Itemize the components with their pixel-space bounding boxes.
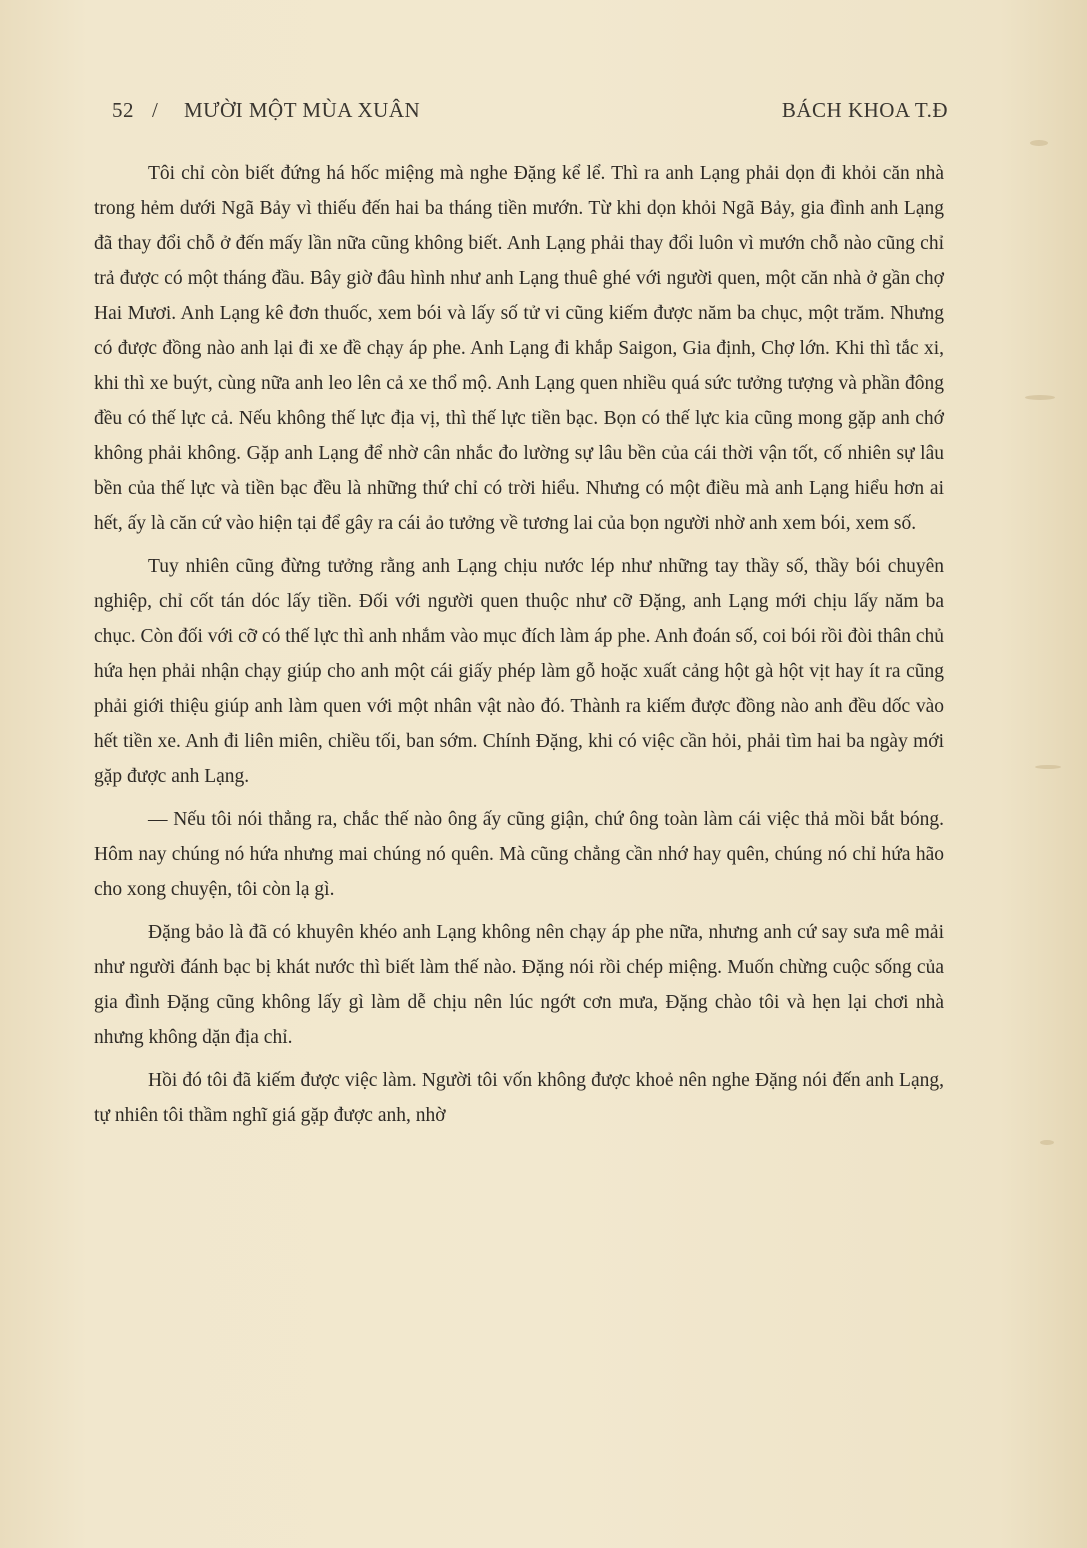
running-header bbox=[112, 98, 948, 130]
running-head: BÁCH KHOA T.Đ bbox=[781, 98, 948, 122]
header-separator: / bbox=[152, 98, 159, 122]
paragraph: Tôi chỉ còn biết đứng há hốc miệng mà nghe Đặng kể lể. Thì ra anh Lạng phải dọn đi khỏi căn nhà trong hẻm dưới Ngã Bảy vì thiếu đến hai ba tháng tiền mướn. Từ khi dọn khỏi Ngã Bảy, gia đình anh Lạng đã thay đổi chỗ ở đến mấy lần nữa cũng không biết. Anh Lạng phải thay đổi luôn vì mướn chỗ nào cũng chỉ trả được có một tháng đầu. Bây giờ đâu hình như anh Lạng thuê ghé với người quen, một căn nhà ở gần chợ Hai Mươi. Anh Lạng kê đơn thuốc, xem bói và lấy số tử vi cũng kiếm được năm ba chục, một trăm. Nhưng có được đồng nào anh lại đi xe đề chạy áp phe. Anh Lạng đi khắp Saigon, Gia định, Chợ lớn. Khi thì tắc xi, khi thì xe buýt, cùng nữa anh leo lên cả xe thổ mộ. Anh Lạng quen nhiều quá sức tưởng tượng và phần đông đều có thế lực cả. Nếu không thế lực địa vị, thì thế lực tiền bạc. Bọn có thế lực kia cũng mong gặp anh chớ không phải không. Gặp anh Lạng để nhờ cân nhắc đo lường sự lâu bền của cái thời vận tốt, cố nhiên sự lâu bền của thế lực và tiền bạc đều là những thứ chỉ có trời hiểu. Nhưng có một điều mà anh Lạng hiểu hơn ai hết, ấy là căn cứ vào hiện tại để gây ra cái ảo tưởng về tương lai của bọn người nhờ anh xem bói, xem số. bbox=[94, 163, 944, 534]
page-number: 52 bbox=[112, 98, 134, 122]
paper-spot bbox=[1030, 140, 1048, 146]
paragraph: Tuy nhiên cũng đừng tưởng rằng anh Lạng chịu nước lép như những tay thầy số, thầy bói chuyên nghiệp, chỉ cốt tán dóc lấy tiền. Đối với người quen thuộc như cỡ Đặng, anh Lạng mới chịu lấy năm ba chục. Còn đối với cỡ có thế lực thì anh nhắm vào mục đích làm áp phe. Anh đoán số, coi bói rồi đòi thân chủ hứa hẹn phải nhận chạy giúp cho anh một cái giấy phép làm gỗ hoặc xuất cảng hột gà hột vịt hay ít ra cũng phải giới thiệu giúp anh làm quen với một nhân vật nào đó. Thành ra kiếm được đồng nào anh đều dốc vào hết tiền xe. Anh đi liên miên, chiều tối, ban sớm. Chính Đặng, khi có việc cần hỏi, phải tìm hai ba ngày mới gặp được anh Lạng. bbox=[94, 556, 945, 787]
paragraph: Đặng bảo là đã có khuyên khéo anh Lạng không nên chạy áp phe nữa, nhưng anh cứ say sưa mê mải như người đánh bạc bị khát nước thì biết làm thế nào. Đặng nói rồi chép miệng. Muốn chừng cuộc sống của gia đình Đặng cũng không lấy gì làm dễ chịu nên lúc ngớt cơn mưa, Đặng chào tôi và hẹn lại chơi nhà nhưng không dặn địa chỉ. bbox=[94, 922, 944, 1048]
paper-spot bbox=[1040, 1140, 1054, 1145]
paper-spot bbox=[1035, 765, 1061, 769]
paragraph: — Nếu tôi nói thẳng ra, chắc thế nào ông ấy cũng giận, chứ ông toàn làm cái việc thả mồi bắt bóng. Hôm nay chúng nó hứa nhưng mai chúng nó quên. Mà cũng chẳng cần nhớ hay quên, chúng nó chỉ hứa hão cho xong chuyện, tôi còn lạ gì. bbox=[94, 809, 944, 900]
body-text bbox=[94, 156, 944, 1133]
paper-spot bbox=[1025, 395, 1055, 400]
paragraph: Hồi đó tôi đã kiếm được việc làm. Người tôi vốn không được khoẻ nên nghe Đặng nói đến anh Lạng, tự nhiên tôi thầm nghĩ giá gặp được anh, nhờ bbox=[94, 1070, 944, 1126]
book-title: MƯỜI MỘT MÙA XUÂN bbox=[184, 98, 421, 122]
